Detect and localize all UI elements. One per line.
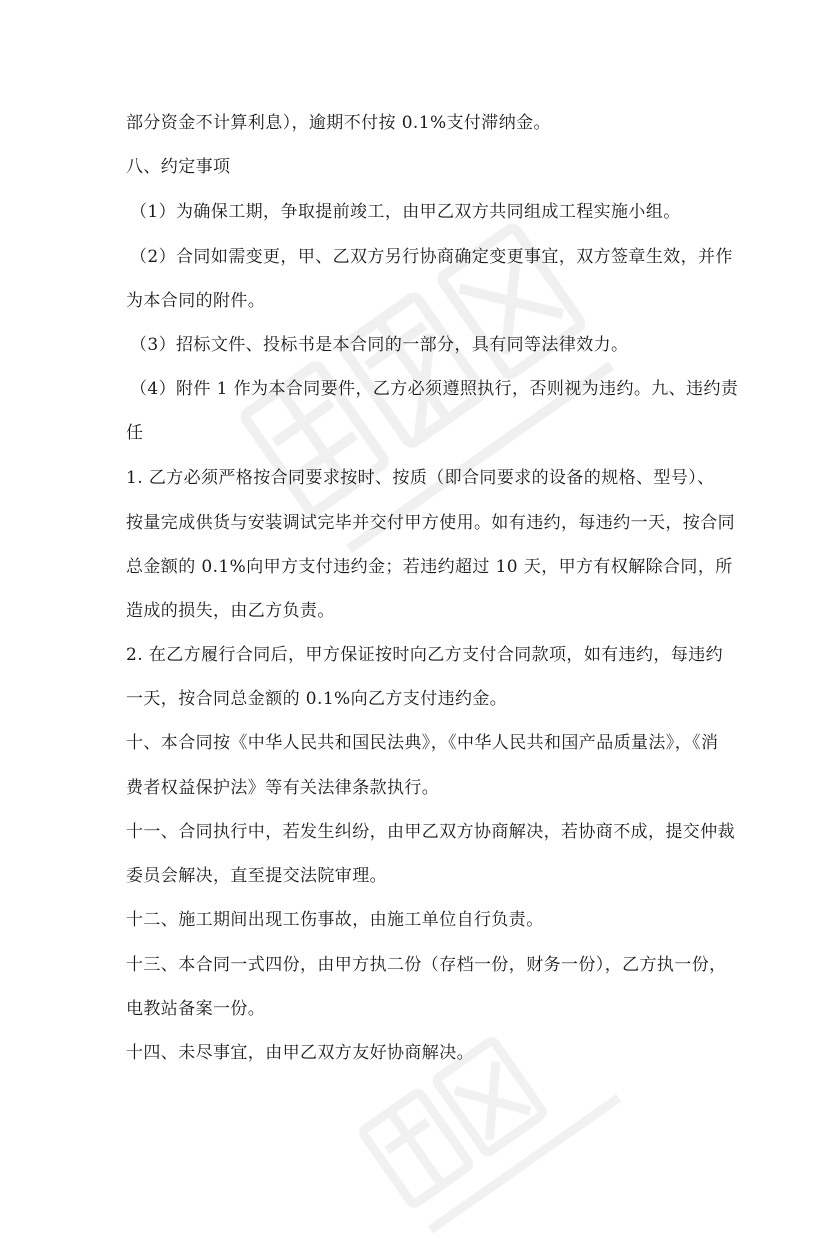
paragraph-line: 委员会解决，直至提交法院审理。 — [126, 866, 387, 886]
paragraph-line: 部分资金不计算利息），逾期不付按 0.1%支付滞纳金。 — [126, 113, 551, 133]
paragraph-line: 费者权益保护法》等有关法律条款执行。 — [126, 778, 440, 798]
paragraph-line: 十三、本合同一式四份，由甲方执二份（存档一份，财务一份），乙方执一份， — [126, 955, 727, 975]
paragraph-line: 造成的损失，由乙方负责。 — [126, 601, 335, 621]
paragraph-line: 任 — [126, 423, 144, 443]
paragraph-line: 2. 在乙方履行合同后，甲方保证按时向乙方支付合同款项，如有违约，每违约 — [126, 645, 724, 665]
paragraph-line: 十、本合同按《中华人民共和国民法典》，《中华人民共和国产品质量法》，《消 — [126, 733, 719, 753]
paragraph-line: （2）合同如需变更，甲、乙双方另行协商确定变更事宜，双方签章生效，并作 — [130, 247, 733, 267]
section-heading-eight: 八、约定事项 — [126, 157, 231, 177]
watermark-logo-bottom — [348, 980, 653, 1260]
paragraph-line: 按量完成供货与安装调试完毕并交付甲方使用。如有违约，每违约一天，按合同 — [126, 513, 735, 533]
paragraph-line: 1. 乙方必须严格按合同要求按时、按质（即合同要求的设备的规格、型号）、 — [126, 468, 715, 488]
paragraph-line: 十四、未尽事宜，由甲乙双方友好协商解决。 — [126, 1043, 474, 1063]
paragraph-line: （4）附件 1 作为本合同要件，乙方必须遵照执行，否则视为违约。九、违约责 — [130, 379, 739, 399]
paragraph-line: 电教站备案一份。 — [126, 999, 266, 1019]
paragraph-line: 为本合同的附件。 — [126, 291, 266, 311]
paragraph-line: （3）招标文件、投标书是本合同的一部分，具有同等法律效力。 — [130, 335, 629, 355]
paragraph-line: 十二、施工期间出现工伤事故，由施工单位自行负责。 — [126, 910, 544, 930]
paragraph-line: 一天，按合同总金额的 0.1%向乙方支付违约金。 — [126, 689, 508, 709]
paragraph-line: 十一、合同执行中，若发生纠纷，由甲乙双方协商解决，若协商不成，提交仲裁 — [126, 822, 735, 842]
paragraph-line: 总金额的 0.1%向甲方支付违约金；若违约超过 10 天，甲方有权解除合同，所 — [126, 557, 733, 577]
paragraph-line: （1）为确保工期，争取提前竣工，由甲乙双方共同组成工程实施小组。 — [130, 202, 681, 222]
